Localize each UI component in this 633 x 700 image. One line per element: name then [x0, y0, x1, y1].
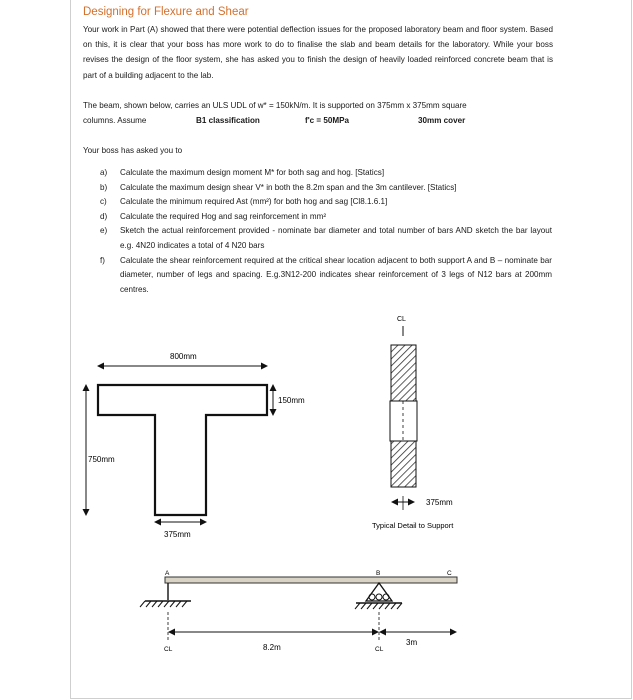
task-text: Calculate the required Hog and sag reinforcement in mm² — [120, 211, 327, 221]
support-b-label: B — [376, 570, 381, 577]
centerline-b-label: CL — [375, 646, 384, 653]
task-text: Sketch the actual reinforcement provided - nominate bar diameter and total number of bars AND sketch the bar layout e.g. 4N20 indicates a total of 4 N20 bars — [120, 226, 552, 250]
span-label: 8.2m — [263, 643, 281, 652]
t-beam-outline — [98, 385, 267, 515]
task-text: Calculate the minimum required Ast (mm²) for both hog and sag [Cl8.1.6.1] — [120, 197, 388, 207]
flange-label: 150mm — [278, 396, 305, 405]
support-detail-caption: Typical Detail to Support — [372, 521, 454, 530]
t-beam-section — [86, 352, 305, 539]
task-marker: d) — [100, 211, 108, 221]
support-detail — [372, 316, 454, 530]
pin-support-a — [140, 583, 191, 607]
beam-elevation — [140, 570, 457, 653]
task-marker: c) — [100, 197, 107, 207]
task-marker: f) — [100, 255, 105, 265]
task-text: Calculate the maximum design moment M* for both sag and hog. [Statics] — [120, 168, 385, 177]
centerline-a-label: CL — [164, 646, 173, 653]
task-intro: Your boss has asked you to — [83, 146, 183, 155]
task-text: Calculate the shear reinforcement required at the critical shear location adjacent to both support A and B – nominate bar diameter, number of legs and spacing. E.g.3N12-200 indicates shear reinforcement of 3 legs of N12 bars at 200mm centres. — [120, 255, 552, 294]
width-label: 800mm — [170, 352, 197, 361]
beam-description-line1: The beam, shown below, carries an ULS UDL of w* = 150kN/m. It is supported on 375mm x 375mm square — [83, 101, 467, 110]
intro-paragraph: Your work in Part (A) showed that there were potential deflection issues for the proposed laboratory beam and floor system. Based on this, it is clear that your boss has more work to do to finalise the slab and beam details for the laboratory. While your boss revises the design of the floor system, she has asked you to finish the design of heavily loaded reinforced concrete beam that is part of a building adjacent to the lab. — [83, 25, 553, 80]
depth-label: 750mm — [88, 455, 115, 464]
beam-section-at-support — [390, 401, 417, 441]
task-marker: e) — [100, 226, 108, 236]
page-title: Designing for Flexure and Shear — [83, 6, 249, 18]
beam-member — [165, 577, 457, 583]
cantilever-label: 3m — [406, 638, 418, 647]
support-a-label: A — [165, 570, 170, 577]
web-label: 375mm — [164, 530, 191, 539]
column-below-hatch — [391, 441, 416, 487]
concrete-strength-label: f'c = 50MPa — [305, 116, 349, 125]
cover-label: 30mm cover — [418, 116, 466, 125]
task-text: Calculate the maximum design shear V* in both the 8.2m span and the 3m cantilever. [Statics] — [120, 182, 457, 192]
end-c-label: C — [447, 570, 452, 577]
assume-label: columns. Assume — [83, 116, 147, 125]
column-width-label: 375mm — [426, 498, 453, 507]
support-cl-label: CL — [397, 316, 406, 323]
task-marker: a) — [100, 168, 108, 177]
task-marker: b) — [100, 182, 108, 192]
roller-support-b — [355, 583, 402, 609]
column-above-hatch — [391, 345, 416, 401]
classification-label: B1 classification — [196, 116, 260, 125]
